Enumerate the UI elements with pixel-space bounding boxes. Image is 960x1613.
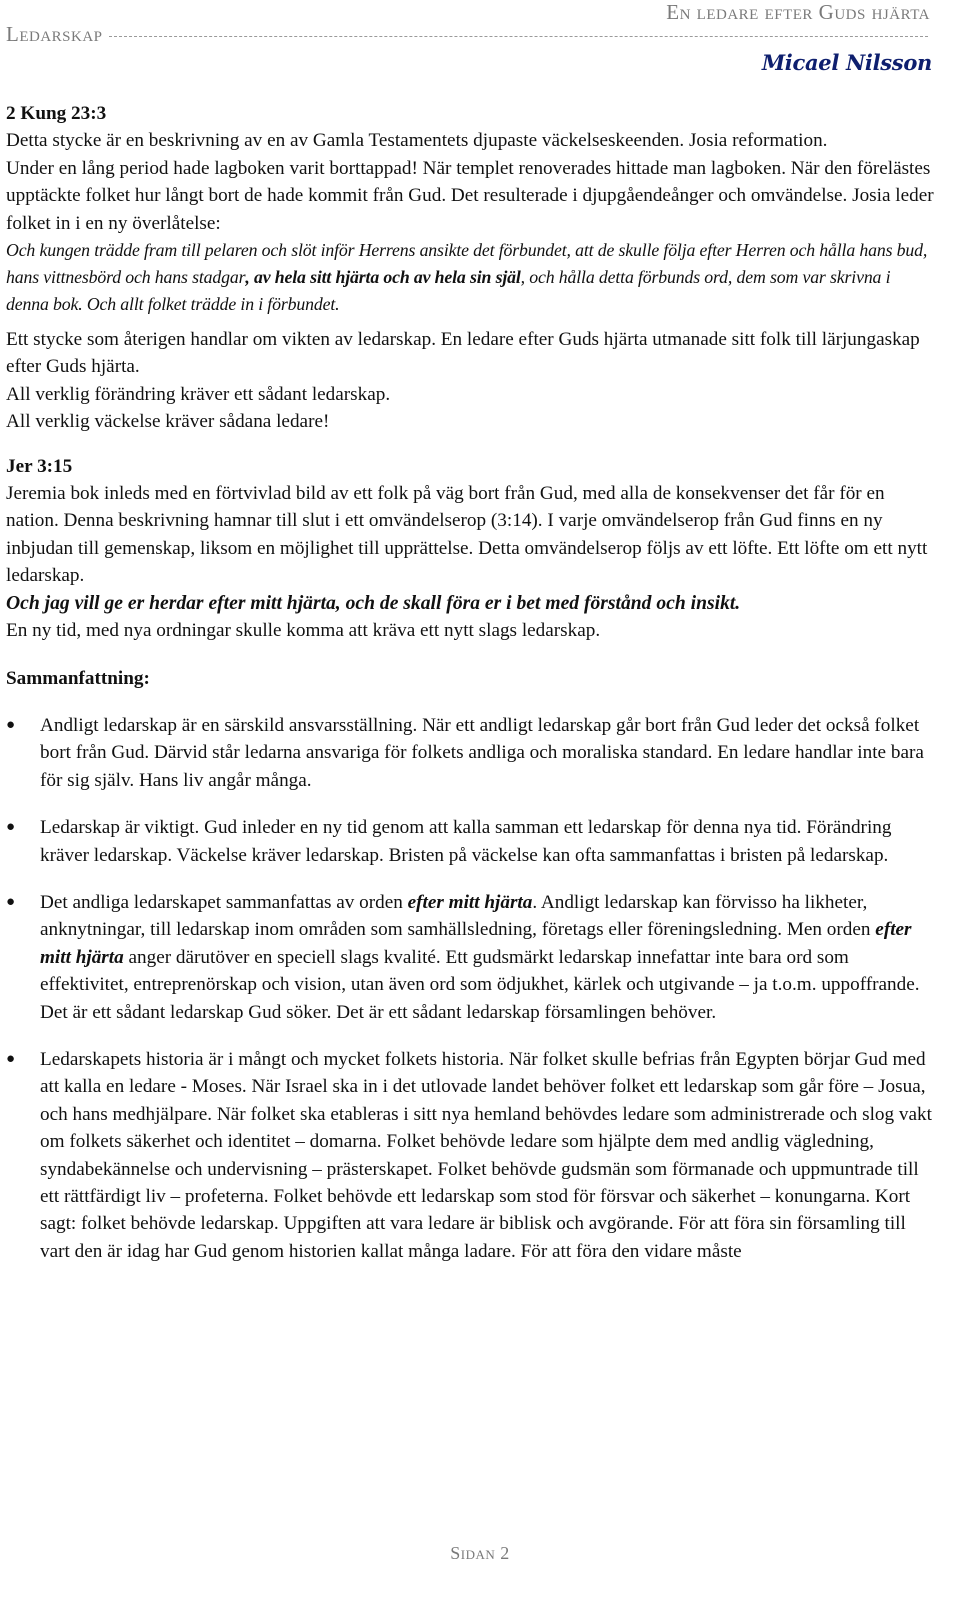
scripture-reference: Jer 3:15 <box>6 455 73 477</box>
scripture-quote: Och jag vill ge er herdar efter mitt hjärta, och de skall föra er i bet med förstånd och insikt. <box>6 592 741 614</box>
author-name: Micael Nilsson <box>761 50 932 75</box>
bullet-icon: ● <box>6 893 16 910</box>
scripture-reference: 2 Kung 23:3 <box>6 103 107 124</box>
list-item <box>6 889 936 1026</box>
quote-emphasis: , av hela sitt hjärta och av hela sin själ <box>245 267 521 288</box>
list-item-text: Ledarskap är viktigt. Gud inleder en ny tid genom att kalla samman ett ledarskap för denna nya tid. Förändring kräver ledarskap. Väckelse kräver ledarskap. Bristen på väckelse kan ofta sammanfattas i bristen på ledarskap. <box>40 817 892 866</box>
emphasis: efter mitt hjärta <box>40 919 912 968</box>
list-item <box>6 814 936 869</box>
paragraph: Under en lång period hade lagboken varit borttappad! När templet renoverades hittade man lagboken. När den förelästes upptäckte folket hur långt bort de hade kommit från Gud. Det resulterade i djupgåendeånger och omvändelse. Josia leder folket in i en ny överlåtelse: <box>6 157 934 234</box>
bullet-icon: ● <box>6 716 16 733</box>
header-rule <box>109 36 928 37</box>
list-item <box>6 712 936 794</box>
list-item-text: Det andliga ledarskapet sammanfattas av orden <box>40 891 408 913</box>
summary-list <box>6 712 936 1265</box>
document-body <box>6 100 936 1285</box>
list-item-text: anger därutöver en speciell slags kvalité. Ett gudsmärkt ledarskap innefattar inte bara ord som effektivitet, entreprenörskap och vision, utan även ord som ödjukhet, kärlek och utgivande – ja t.o.m. uppoffrande. Det är ett sådant ledarskap Gud söker. Det är ett sådant ledarskap församlingen behöver. <box>40 946 920 1023</box>
summary-heading: Sammanfattning: <box>6 667 150 689</box>
paragraph: All verklig väckelse kräver sådana ledare! <box>6 411 330 433</box>
scripture-quote <box>6 237 936 318</box>
quote-text: Och kungen trädde fram till pelaren och slöt inför Herrens ansikte det förbundet, att de skulle följa efter Herren och hålla hans bud, hans vittnesbörd och hans stadgar <box>6 240 928 288</box>
header-section-label: Ledarskap <box>6 22 103 46</box>
bullet-icon: ● <box>6 1050 16 1067</box>
emphasis: efter mitt hjärta <box>407 891 533 913</box>
paragraph: Detta stycke är en beskrivning av en av Gamla Testamentets djupaste väckelseskeenden. Josia reformation. <box>6 130 828 152</box>
quote-text: , och hålla detta förbunds ord, dem som var skrivna i denna bok. Och allt folket trädde in i förbundet. <box>6 267 891 315</box>
list-item-text: Ledarskapets historia är i mångt och mycket folkets historia. När folket skulle befrias från Egypten börjar Gud med att kalla en ledare - Moses. När Israel ska in i det utlovade landet behöver folket ett ledarskap som går före – Josua, och hans medhjälpare. När folket ska etableras i sitt nya hemland behövdes ledare som administrerade och slog vakt om folkets säkerhet och identitet – domarna. Folket behövde ledare som hjälpte dem med andlig vägledning, syndabekännelse och undervisning – prästerskapet. Folket behövde gudsmän som förmanade och uppmuntrade till ett rättfärdigt liv – profeterna. Folket behövde ett ledarskap som stod för försvar och säkerhet – konungarna. Kort sagt: folket behövde ledarskap. Uppgiften att vara ledare är biblisk och avgörande. För att föra sin församling till vart den är idag har Gud genom historien kallat många ladare. För att föra den vidare måste <box>40 1048 932 1262</box>
list-item <box>6 1046 936 1265</box>
page-number: Sidan 2 <box>450 1543 510 1563</box>
paragraph: En ny tid, med nya ordningar skulle komma att kräva ett nytt slags ledarskap. <box>6 620 601 642</box>
paragraph: Ett stycke som återigen handlar om vikten av ledarskap. En ledare efter Guds hjärta utmanade sitt folk till lärjungaskap efter Guds hjärta. <box>6 329 920 378</box>
paragraph: Jeremia bok inleds med en förtvivlad bild av ett folk på väg bort från Gud, med alla de konsekvenser det får för en nation. Denna beskrivning hamnar till slut i ett omvändelserop (3:14). I varje omvändelserop från Gud finns en ny inbjudan till gemenskap, liksom en möjlighet till upprättelse. Detta omvändelserop följs av ett löfte. Ett löfte om ett nytt ledarskap. <box>6 483 928 587</box>
header-document-title: En ledare efter Guds hjärta <box>666 0 930 24</box>
paragraph: All verklig förändring kräver ett sådant ledarskap. <box>6 383 391 405</box>
bullet-icon: ● <box>6 819 16 836</box>
list-item-text: Andligt ledarskap är en särskild ansvarsställning. När ett andligt ledarskap går bort från Gud leder det också folket bort från Gud. Därvid står ledarna ansvariga för folkets andliga och moraliska standard. En ledare handlar inte bara för sig själv. Hans liv angår många. <box>40 714 924 791</box>
header-section <box>6 22 928 47</box>
list-item-text: . Andligt ledarskap kan förvisso ha likheter, anknytningar, till ledarskap inom områden som samhällsledning, företags eller föreningsledning. Men orden <box>40 891 876 941</box>
